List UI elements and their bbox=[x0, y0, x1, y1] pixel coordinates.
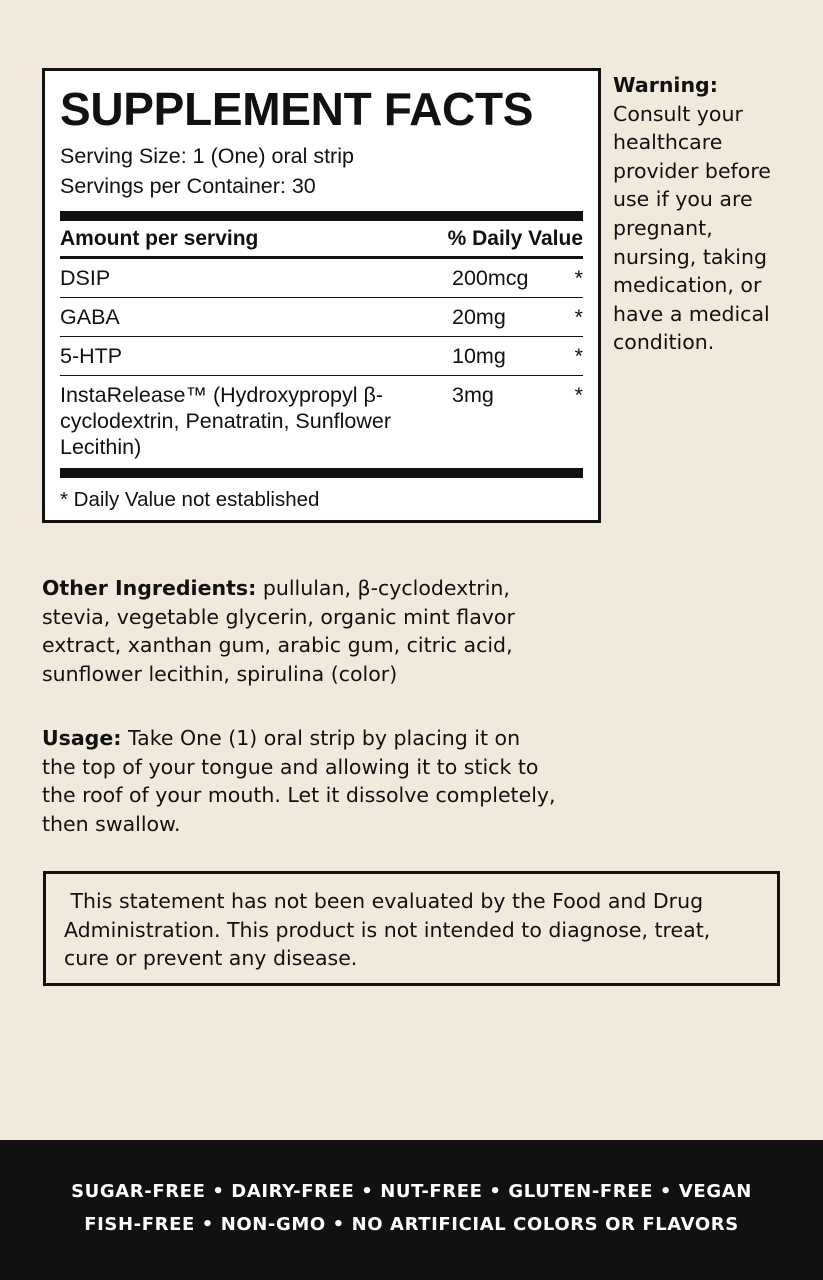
nutrient-amount: 200mcg bbox=[452, 266, 529, 290]
serving-size: Serving Size: 1 (One) oral strip bbox=[60, 144, 354, 168]
nutrient-daily-value: * bbox=[574, 305, 583, 329]
usage-instructions bbox=[42, 724, 557, 838]
nutrient-row-gaba bbox=[60, 298, 583, 337]
nutrient-amount: 20mg bbox=[452, 305, 506, 329]
warning-block bbox=[613, 71, 783, 357]
footer-claims-line-2: FISH-FREE • NON-GMO • NO ARTIFICIAL COLORS OR FLAVORS bbox=[84, 1214, 739, 1235]
nutrient-amount: 10mg bbox=[452, 344, 506, 368]
supplement-facts-title: SUPPLEMENT FACTS bbox=[60, 83, 534, 135]
amount-header-row bbox=[60, 221, 583, 259]
nutrient-daily-value: * bbox=[574, 266, 583, 290]
other-ingredients-text: pullulan, β-cyclodextrin, stevia, vegetable glycerin, organic mint flavor extract, xanthan gum, arabic gum, citric acid, sunflower lecithin, spirulina (color) bbox=[42, 576, 515, 686]
servings-per-container: Servings per Container: 30 bbox=[60, 174, 316, 198]
thick-divider bbox=[60, 468, 583, 478]
warning-title: Warning: bbox=[613, 73, 718, 97]
nutrient-daily-value: * bbox=[574, 383, 583, 407]
usage-text: Take One (1) oral strip by placing it on the top of your tongue and allowing it to stick to the roof of your mouth. Let it dissolve completely, then swallow. bbox=[42, 726, 556, 836]
nutrient-row-dsip bbox=[60, 259, 583, 298]
amount-per-serving-header: Amount per serving bbox=[60, 226, 259, 250]
fda-disclaimer-text: This statement has not been evaluated by the Food and Drug Administration. This product is not intended to diagnose, treat, cure or prevent any disease. bbox=[64, 889, 717, 971]
footer-bar bbox=[0, 1140, 823, 1280]
nutrient-name: 5-HTP bbox=[60, 344, 123, 368]
supplement-facts-panel bbox=[42, 68, 601, 523]
daily-value-header: % Daily Value bbox=[447, 226, 583, 250]
nutrient-daily-value: * bbox=[574, 344, 583, 368]
thick-divider bbox=[60, 211, 583, 221]
nutrient-row-instarelease bbox=[60, 376, 583, 468]
fda-disclaimer-box bbox=[43, 871, 780, 986]
nutrient-name: GABA bbox=[60, 305, 120, 329]
other-ingredients bbox=[42, 574, 562, 688]
nutrient-name: InstaRelease™ (Hydroxypropyl β-cyclodextrin, Penatratin, Sunflower Lecithin) bbox=[60, 383, 392, 459]
nutrient-name: DSIP bbox=[60, 266, 111, 290]
nutrient-amount: 3mg bbox=[452, 383, 494, 407]
other-ingredients-label: Other Ingredients: bbox=[42, 576, 257, 600]
usage-label: Usage: bbox=[42, 726, 122, 750]
warning-text: Consult your healthcare provider before use if you are pregnant, nursing, taking medication, or have a medical condition. bbox=[613, 101, 771, 355]
daily-value-footnote: * Daily Value not established bbox=[60, 488, 320, 511]
footer-claims-line-1: SUGAR-FREE • DAIRY-FREE • NUT-FREE • GLUTEN-FREE • VEGAN bbox=[71, 1181, 752, 1202]
nutrient-row-5-htp bbox=[60, 337, 583, 376]
